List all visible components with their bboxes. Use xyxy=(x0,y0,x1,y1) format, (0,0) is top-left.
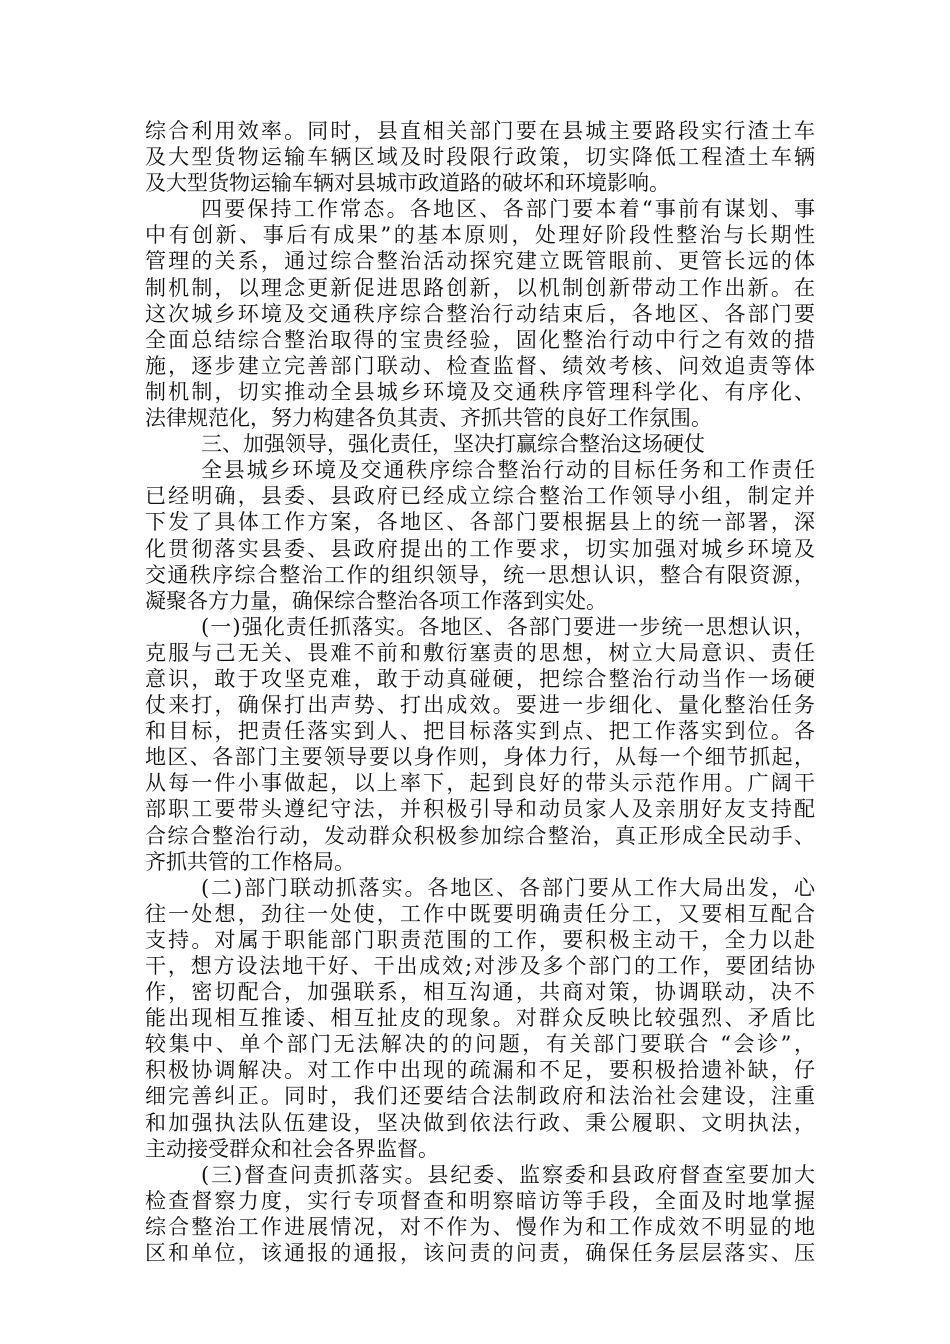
text-line: 较集中、单个部门无法解决的的问题，有关部门要联合 “会诊”， xyxy=(145,1032,815,1057)
text-line: 这次城乡环境及交通秩序综合整治行动结束后，各地区、各部门要 xyxy=(145,301,815,326)
text-line: 化贯彻落实县委、县政府提出的工作要求，切实加强对城乡环境及 xyxy=(145,536,815,561)
text-line: 和目标，把责任落实到人、把目标落实到点、把工作落实到位。各 xyxy=(145,719,815,744)
document-body xyxy=(145,118,815,1266)
paragraph-start-line: 四要保持工作常态。各地区、各部门要本着“事前有谋划、事 xyxy=(201,197,815,222)
text-line: 仗来打，确保打出声势、打出成效。要进一步细化、量化整治任务 xyxy=(145,693,815,718)
text-line: 中有创新、事后有成果”的基本原则，处理好阶段性整治与长期性 xyxy=(145,223,815,248)
section-heading: 三、加强领导，强化责任，坚决打赢综合整治这场硬仗 xyxy=(201,432,705,457)
text-line: 地区、各部门主要领导要以身作则，身体力行，从每一个细节抓起， xyxy=(145,745,815,770)
paragraph-start-line: (三)督查问责抓落实。县纪委、监察委和县政府督查室要加大 xyxy=(201,1162,815,1187)
text-line: 制机制，以理念更新促进思路创新，以机制创新带动工作出新。在 xyxy=(145,275,815,300)
text-line: 交通秩序综合整治工作的组织领导，统一思想认识，整合有限资源， xyxy=(145,562,815,587)
text-line: 已经明确，县委、县政府已经成立综合整治工作领导小组，制定并 xyxy=(145,484,815,509)
text-line: 作，密切配合，加强联系，相互沟通，共商对策，协调联动，决不 xyxy=(145,980,815,1005)
text-line: 凝聚各方力量，确保综合整治各项工作落到实处。 xyxy=(145,588,607,613)
text-line: 法律规范化，努力构建各负其责、齐抓共管的良好工作氛围。 xyxy=(145,406,712,431)
text-line: 施，逐步建立完善部门联动、检查监督、绩效考核、问效追责等体 xyxy=(145,353,815,378)
text-line: 从每一件小事做起，以上率下，起到良好的带头示范作用。广阔干 xyxy=(145,771,815,796)
paragraph-start-line: (二)部门联动抓落实。各地区、各部门要从工作大局出发，心 xyxy=(201,875,815,900)
text-line: 意识，敢于攻坚克难，敢于动真碰硬，把综合整治行动当作一场硬 xyxy=(145,666,815,691)
paragraph-start-line: (一)强化责任抓落实。各地区、各部门要进一步统一思想认识， xyxy=(201,614,815,639)
text-line: 管理的关系，通过综合整治活动探究建立既管眼前、更管长远的体 xyxy=(145,249,815,274)
paragraph-start-line: 全县城乡环境及交通秩序综合整治行动的目标任务和工作责任 xyxy=(201,458,815,483)
text-line: 区和单位，该通报的通报，该问责的问责，确保任务层层落实、压 xyxy=(145,1241,815,1266)
text-line: 综合利用效率。同时，县直相关部门要在县城主要路段实行渣土车 xyxy=(145,119,815,143)
text-line: 及大型货物运输车辆区域及时段限行政策，切实降低工程渣土车辆 xyxy=(145,145,815,170)
text-line: 干，想方设法地干好、干出成效;对涉及多个部门的工作，要团结协 xyxy=(145,954,815,978)
text-line: 积极协调解决。对工作中出现的疏漏和不足，要积极拾遗补缺，仔 xyxy=(145,1058,815,1083)
text-line: 齐抓共管的工作格局。 xyxy=(145,849,355,874)
text-line: 全面总结综合整治取得的宝贵经验，固化整治行动中行之有效的措 xyxy=(145,327,815,352)
text-line: 主动接受群众和社会各界监督。 xyxy=(145,1136,439,1161)
text-line: 细完善纠正。同时，我们还要结合法制政府和法治社会建设，注重 xyxy=(145,1084,815,1109)
text-line: 部职工要带头遵纪守法，并积极引导和动员家人及亲朋好友支持配 xyxy=(145,797,815,822)
text-line: 往一处想，劲往一处使，工作中既要明确责任分工，又要相互配合 xyxy=(145,901,815,926)
text-line: 下发了具体工作方案，各地区、各部门要根据县上的统一部署，深 xyxy=(145,510,815,535)
text-line: 及大型货物运输车辆对县城市政道路的破坏和环境影响。 xyxy=(145,171,670,196)
text-line: 制机制，切实推动全县城乡环境及交通秩序管理科学化、有序化、 xyxy=(145,379,815,404)
text-line: 合综合整治行动，发动群众积极参加综合整治，真正形成全民动手、 xyxy=(145,823,815,848)
text-line: 支持。对属于职能部门职责范围的工作，要积极主动干，全力以赴 xyxy=(145,927,815,952)
text-line: 能出现相互推诿、相互扯皮的现象。对群众反映比较强烈、矛盾比 xyxy=(145,1006,815,1031)
text-line: 克服与己无关、畏难不前和敷衍塞责的思想，树立大局意识、责任 xyxy=(145,640,815,665)
text-line: 和加强执法队伍建设，坚决做到依法行政、秉公履职、文明执法， xyxy=(145,1110,815,1135)
text-line: 综合整治工作进展情况，对不作为、慢作为和工作成效不明显的地 xyxy=(145,1214,815,1239)
text-line: 检查督察力度，实行专项督查和明察暗访等手段，全面及时地掌握 xyxy=(145,1188,815,1213)
